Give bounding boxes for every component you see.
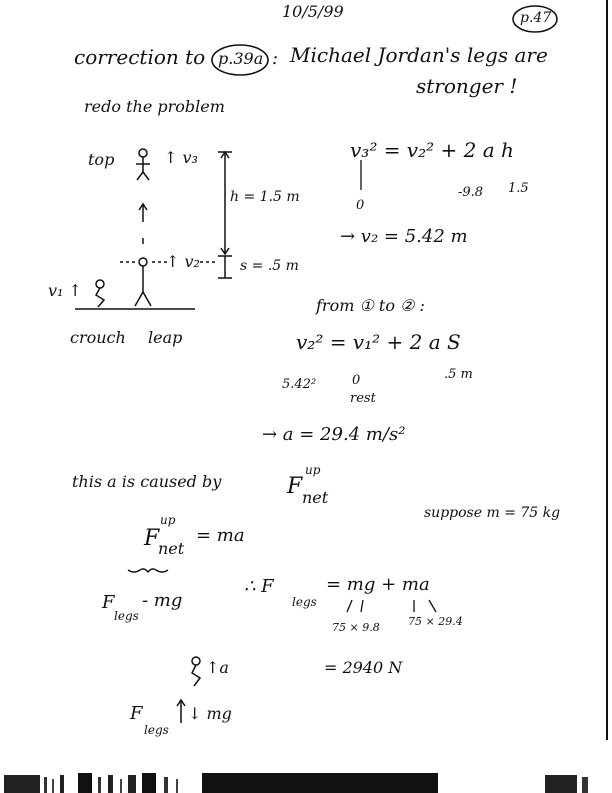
fnet2-f: F xyxy=(144,526,160,551)
scanner-artifact xyxy=(0,771,612,793)
therefore-legs: legs xyxy=(292,595,317,609)
brace xyxy=(128,569,168,572)
stick-figure-top xyxy=(136,149,150,180)
s-bar xyxy=(200,256,232,278)
stick-figure-leap xyxy=(120,258,168,306)
fbd-a: ↑a xyxy=(206,658,229,677)
fbd-legs: legs xyxy=(144,723,169,737)
fnet-eq: = ma xyxy=(196,525,245,546)
claim-text: Michael Jordan's legs are xyxy=(290,43,548,67)
sub-2: 75 × 29.4 xyxy=(408,615,463,628)
scan-edge xyxy=(606,0,608,740)
eq1-zero: 0 xyxy=(356,198,365,213)
intro-text: redo the problem xyxy=(84,97,225,116)
top-label: top xyxy=(88,150,115,169)
fbd-f: F xyxy=(130,703,143,724)
fnet2-up: up xyxy=(160,513,176,527)
flegs-f: F xyxy=(102,592,115,613)
flegs-legs: legs xyxy=(114,609,139,623)
v2-label: ↑ v₂ xyxy=(166,252,200,271)
eq1-main: v₃² = v₂² + 2 a h xyxy=(350,138,514,162)
sub-1: 75 × 9.8 xyxy=(332,621,380,634)
f-net-up: up xyxy=(305,463,321,477)
eq2-v2: 5.42² xyxy=(282,377,317,392)
suppose-text: suppose m = 75 kg xyxy=(424,505,561,521)
answer: = 2940 N xyxy=(324,658,403,677)
eq2-from: from ① to ② : xyxy=(316,296,425,315)
ref-text: p.39a xyxy=(218,49,264,68)
caused-text: this a is caused by xyxy=(72,472,222,491)
ref-colon: : xyxy=(272,48,279,69)
leap-label: leap xyxy=(148,328,183,347)
fbd-mg: ↓ mg xyxy=(188,704,232,723)
eq1-result: → v₂ = 5.42 m xyxy=(340,226,468,247)
therefore-f: ∴ F xyxy=(244,576,274,597)
date: 10/5/99 xyxy=(282,2,344,21)
eq2-main: v₂² = v₁² + 2 a S xyxy=(296,330,461,354)
up-arrow-middle xyxy=(139,204,147,244)
f-net-f: F xyxy=(287,474,303,499)
correction-text: correction to xyxy=(74,45,206,69)
eq2-rest: rest xyxy=(350,391,376,406)
stick-figure-crouch xyxy=(96,280,104,307)
claim-end: stronger ! xyxy=(416,74,518,98)
page-ref: p.47 xyxy=(520,10,552,26)
crouch-label: crouch xyxy=(70,328,126,347)
h-label: h = 1.5 m xyxy=(230,189,300,205)
eq2-s: .5 m xyxy=(444,367,473,382)
eq2-zero: 0 xyxy=(352,373,361,388)
f-net-net: net xyxy=(302,488,329,507)
fnet2-net: net xyxy=(158,539,185,558)
v3-label: ↑ v₃ xyxy=(164,148,198,167)
v1-label: v₁ ↑ xyxy=(48,281,82,300)
s-label: s = .5 m xyxy=(240,258,299,274)
eq1-g: -9.8 xyxy=(458,185,484,200)
eq-rhs: = mg + ma xyxy=(326,574,430,595)
eq2-result: → a = 29.4 m/s² xyxy=(262,424,406,445)
flegs-mg: - mg xyxy=(142,590,183,611)
eq1-h: 1.5 xyxy=(508,181,529,196)
